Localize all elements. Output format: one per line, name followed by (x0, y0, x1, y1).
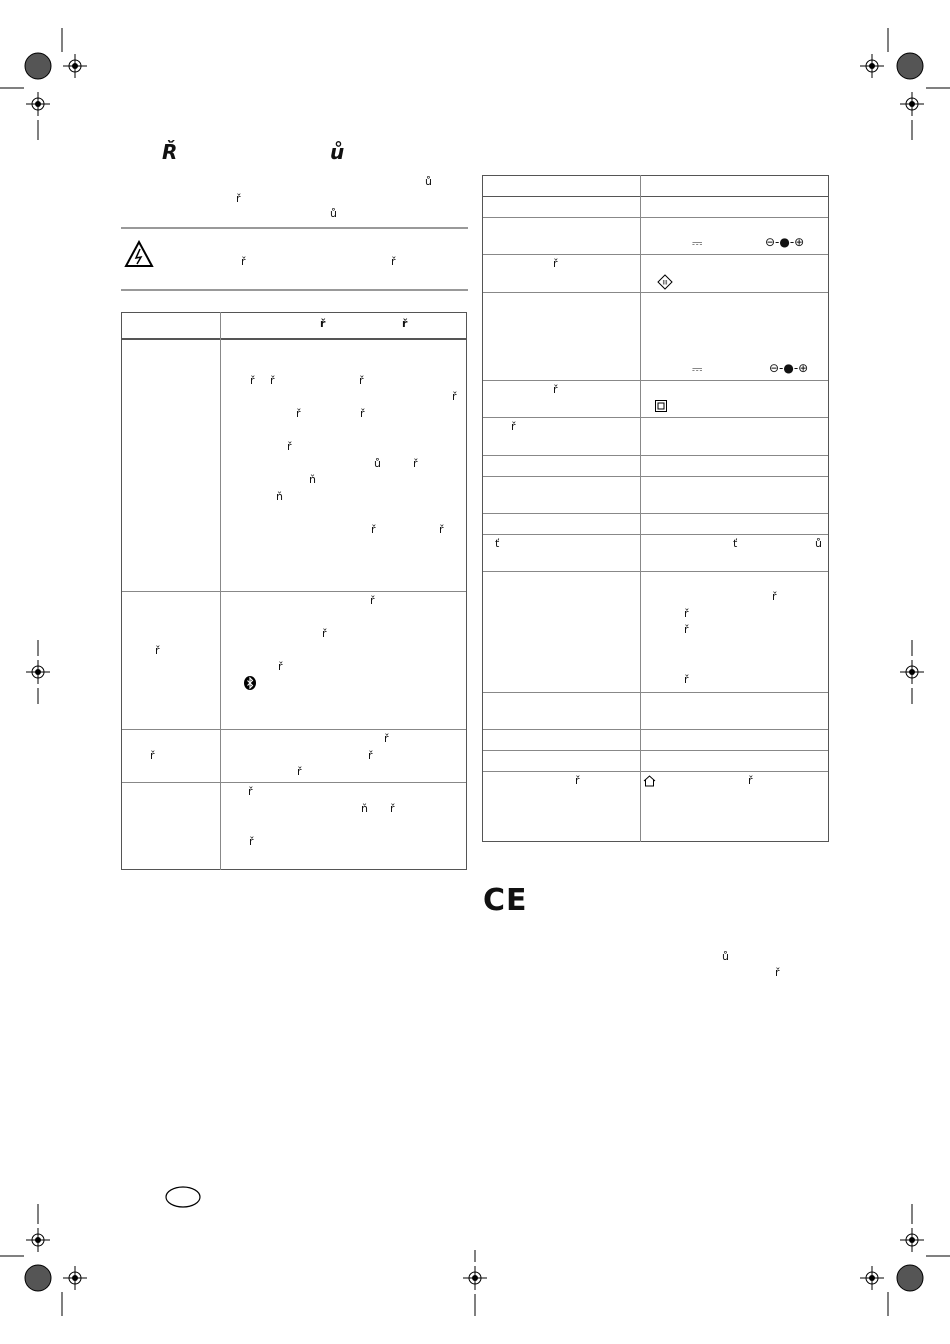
left-table-row4-glyph: ř (249, 835, 254, 848)
right-table-row16-glyph: ř (748, 774, 753, 787)
right-table-row6-glyph: ř (553, 383, 558, 396)
right-table-row12-glyph: ř (684, 607, 689, 620)
right-table-row16-glyph: ř (575, 774, 580, 787)
right-table-row7-glyph: ř (511, 420, 516, 433)
left-table-row1-glyph: ř (413, 457, 418, 470)
polarity-symbol: ⊖-●-⊕ (769, 361, 809, 375)
left-table-row1-glyph: ř (359, 374, 364, 387)
left-table-header-glyph: ř (320, 317, 326, 330)
bottom-glyph: ů (722, 950, 729, 963)
ce-mark: CE (483, 883, 528, 918)
left-table-row1-glyph: ř (439, 523, 444, 536)
left-table-row1-glyph: ř (250, 374, 255, 387)
left-table-row2-glyph: ř (155, 644, 160, 657)
left-table-row1-glyph: ř (296, 407, 301, 420)
left-table-row3-glyph: ř (384, 732, 389, 745)
heading-char-2: ů (330, 140, 345, 164)
left-table-row1-glyph: ň (309, 473, 316, 486)
class-iii-icon (657, 274, 673, 290)
right-table-row12-glyph: ř (684, 673, 689, 686)
warning-bottom-rule (121, 289, 468, 291)
left-table-row2-glyph: ř (278, 660, 283, 673)
dc-symbol: ⎓ (692, 236, 703, 251)
left-table-row2-glyph: ř (370, 594, 375, 607)
dc-symbol: ⎓ (692, 362, 703, 377)
left-table-row1-glyph: ň (276, 490, 283, 503)
warning-glyph: ř (391, 255, 396, 268)
right-table-row4-glyph: ř (553, 257, 558, 270)
right-table-row11-glyph: ť (733, 537, 738, 550)
left-table-row1-glyph: ř (360, 407, 365, 420)
class-ii-icon (655, 400, 667, 412)
left-table-row3-glyph: ř (368, 749, 373, 762)
high-voltage-warning-icon (124, 240, 154, 268)
left-table-row4-glyph: ň (361, 802, 368, 815)
intro-glyph: ů (330, 207, 337, 220)
left-table-row1-glyph: ů (374, 457, 381, 470)
language-oval (165, 1186, 201, 1208)
warning-glyph: ř (241, 255, 246, 268)
left-table-row4-glyph: ř (390, 802, 395, 815)
left-table-row2-glyph: ř (322, 627, 327, 640)
left-table-row1-glyph: ř (452, 390, 457, 403)
heading-char-1: Ř (162, 140, 178, 164)
left-table-row3-glyph: ř (297, 765, 302, 778)
polarity-symbol: ⊖-●-⊕ (765, 235, 805, 249)
left-table-row1-glyph: ř (270, 374, 275, 387)
bluetooth-icon (244, 676, 256, 690)
svg-text:III: III (662, 279, 668, 287)
right-table-row12-glyph: ř (684, 623, 689, 636)
left-table-row1-glyph: ř (287, 440, 292, 453)
intro-glyph: ř (236, 192, 241, 205)
warning-top-rule (121, 227, 468, 229)
left-table-row1-glyph: ř (371, 523, 376, 536)
right-table-row12-glyph: ř (772, 590, 777, 603)
left-table-header-glyph: ř (402, 317, 408, 330)
left-table-row3-glyph: ř (150, 749, 155, 762)
bottom-glyph: ř (775, 966, 780, 979)
intro-glyph: ů (425, 175, 432, 188)
right-table-row11-glyph: ů (815, 537, 822, 550)
indoor-use-icon (643, 775, 656, 787)
left-table-row4-glyph: ř (248, 785, 253, 798)
right-table-row11-glyph: ť (495, 537, 500, 550)
